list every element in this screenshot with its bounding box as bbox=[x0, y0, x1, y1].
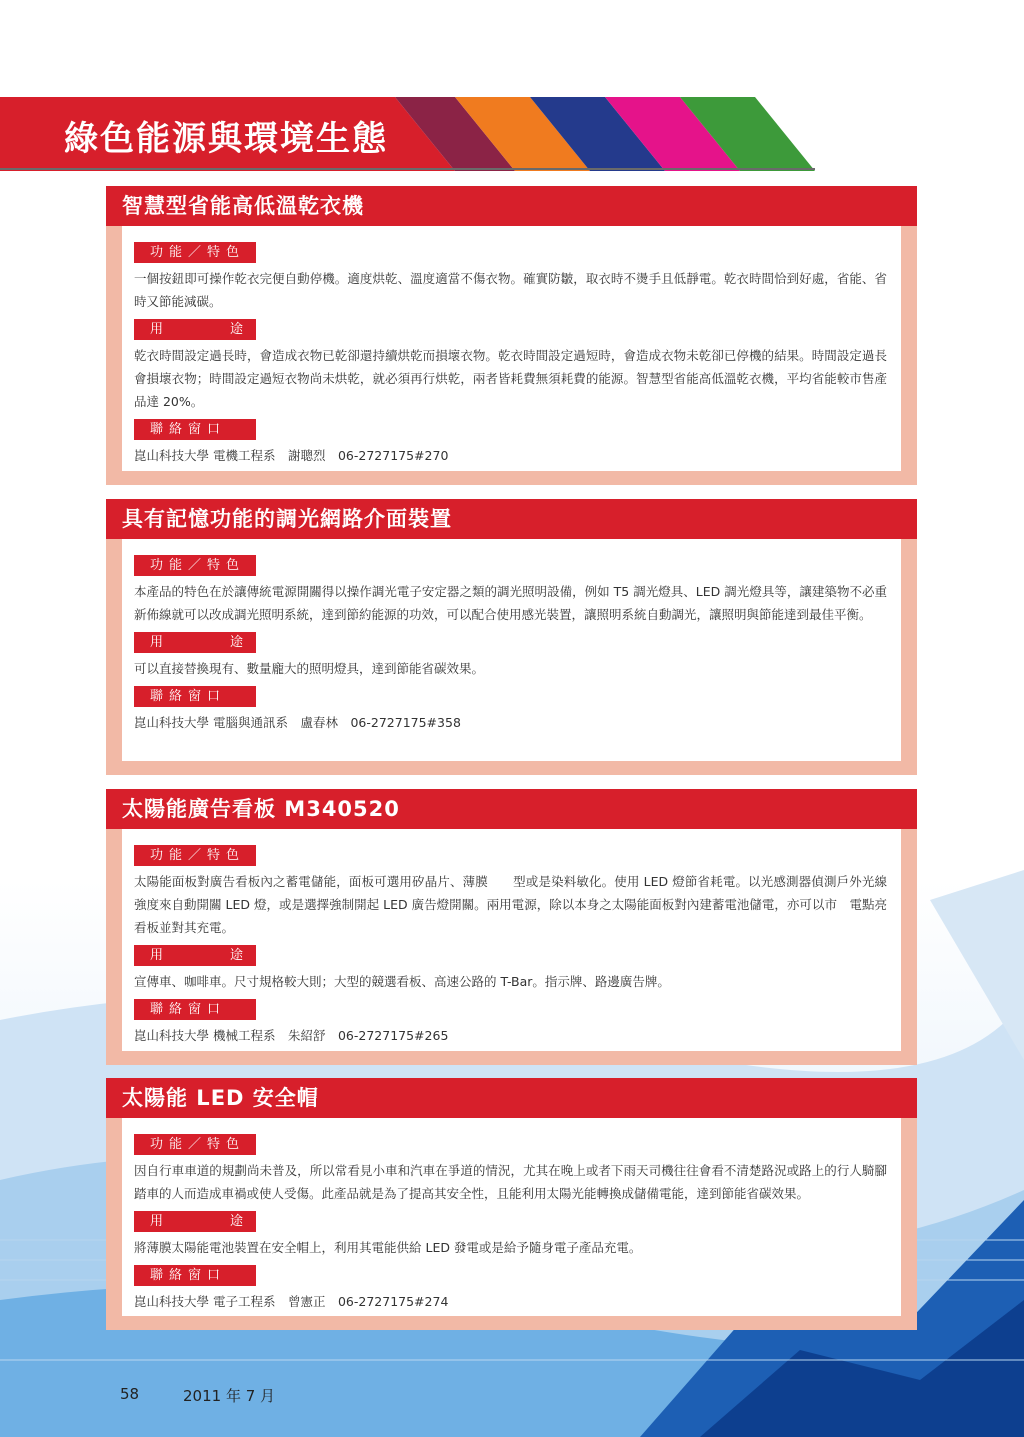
product-card-solar-billboard bbox=[106, 789, 917, 1065]
use-text: 可以直接替換現有、數量龐大的照明燈具，達到節能省碳效果。 bbox=[134, 661, 485, 676]
contact-text: 崑山科技大學 電子工程系 曾憲正 06-2727175#274 bbox=[134, 1294, 449, 1309]
use-text: 宣傳車、咖啡車。尺寸規格較大則；大型的競選看板、高速公路的 T-Bar。指示牌、路邊廣告牌。 bbox=[134, 974, 670, 989]
features-text: 太陽能面板對廣告看板內之蓄電儲能，面板可選用矽晶片、薄膜 型或是染料敏化。使用 LED 燈節省耗電。以光感測器偵測戶外光線強度來自動開關 LED 燈，或是選擇強制開起 LED 廣告燈開關。兩用電源，除以本身之太陽能面板對內建蓄電池儲電，亦可以市 電點亮看板並對其充電。 bbox=[134, 874, 887, 935]
page-number: 58 bbox=[120, 1385, 140, 1403]
contact-label: 聯絡窗口 bbox=[134, 686, 256, 707]
use-label: 用 途 bbox=[134, 319, 256, 340]
features-label: 功能／特色 bbox=[134, 555, 256, 576]
card-body bbox=[122, 226, 901, 471]
card-title: 智慧型省能高低溫乾衣機 bbox=[106, 186, 917, 226]
use-label: 用 途 bbox=[134, 945, 256, 966]
section-title: 綠色能源與環境生態 bbox=[64, 119, 388, 159]
card-title: 具有記憶功能的調光網路介面裝置 bbox=[106, 499, 917, 539]
card-title: 太陽能廣告看板 M340520 bbox=[106, 789, 917, 829]
product-card-dryer bbox=[106, 186, 917, 485]
card-body bbox=[122, 829, 901, 1051]
contact-text: 崑山科技大學 電機工程系 謝聰烈 06-2727175#270 bbox=[134, 448, 449, 463]
section-header bbox=[0, 97, 1024, 171]
use-label: 用 途 bbox=[134, 1211, 256, 1232]
use-text: 將薄膜太陽能電池裝置在安全帽上，利用其電能供給 LED 發電或是給予隨身電子產品充電。 bbox=[134, 1240, 642, 1255]
card-title: 太陽能 LED 安全帽 bbox=[106, 1078, 917, 1118]
use-text: 乾衣時間設定過長時，會造成衣物已乾卻還持續烘乾而損壞衣物。乾衣時間設定過短時，會造成衣物未乾卻已停機的結果。時間設定過長會損壞衣物；時間設定過短衣物尚未烘乾，就必須再行烘乾，兩者皆耗費無須耗費的能源。智慧型省能高低溫乾衣機，平均省能較市售產品達 20%。 bbox=[134, 348, 887, 409]
features-text: 一個按鈕即可操作乾衣完便自動停機。適度烘乾、溫度適當不傷衣物。確實防皺，取衣時不燙手且低靜電。乾衣時間恰到好處，省能、省時又節能減碳。 bbox=[134, 271, 887, 309]
contact-label: 聯絡窗口 bbox=[134, 1265, 256, 1286]
features-text: 本產品的特色在於讓傳統電源開關得以操作調光電子安定器之類的調光照明設備，例如 T5 調光燈具、LED 調光燈具等，讓建築物不必重新佈線就可以改成調光照明系統，達到節約能源的功效，可以配合使用感光裝置，讓照明系統自動調光，讓照明與節能達到最佳平衡。 bbox=[134, 584, 887, 622]
contact-label: 聯絡窗口 bbox=[134, 999, 256, 1020]
issue-date: 2011 年 7 月 bbox=[183, 1387, 276, 1405]
features-label: 功能／特色 bbox=[134, 845, 256, 866]
card-body bbox=[122, 1118, 901, 1316]
features-text: 因自行車車道的規劃尚未普及，所以常看見小車和汽車在爭道的情況，尤其在晚上或者下雨天司機往往會看不清楚路況或路上的行人騎腳踏車的人而造成車禍或使人受傷。此產品就是為了提高其安全性，且能利用太陽光能轉換成儲備電能，達到節能省碳效果。 bbox=[134, 1163, 887, 1201]
contact-text: 崑山科技大學 機械工程系 朱紹舒 06-2727175#265 bbox=[134, 1028, 449, 1043]
product-card-solar-helmet bbox=[106, 1078, 917, 1330]
product-card-dimming-interface bbox=[106, 499, 917, 775]
use-label: 用 途 bbox=[134, 632, 256, 653]
card-body bbox=[122, 539, 901, 761]
contact-label: 聯絡窗口 bbox=[134, 419, 256, 440]
features-label: 功能／特色 bbox=[134, 1134, 256, 1155]
features-label: 功能／特色 bbox=[134, 242, 256, 263]
contact-text: 崑山科技大學 電腦與通訊系 盧春林 06-2727175#358 bbox=[134, 715, 461, 730]
